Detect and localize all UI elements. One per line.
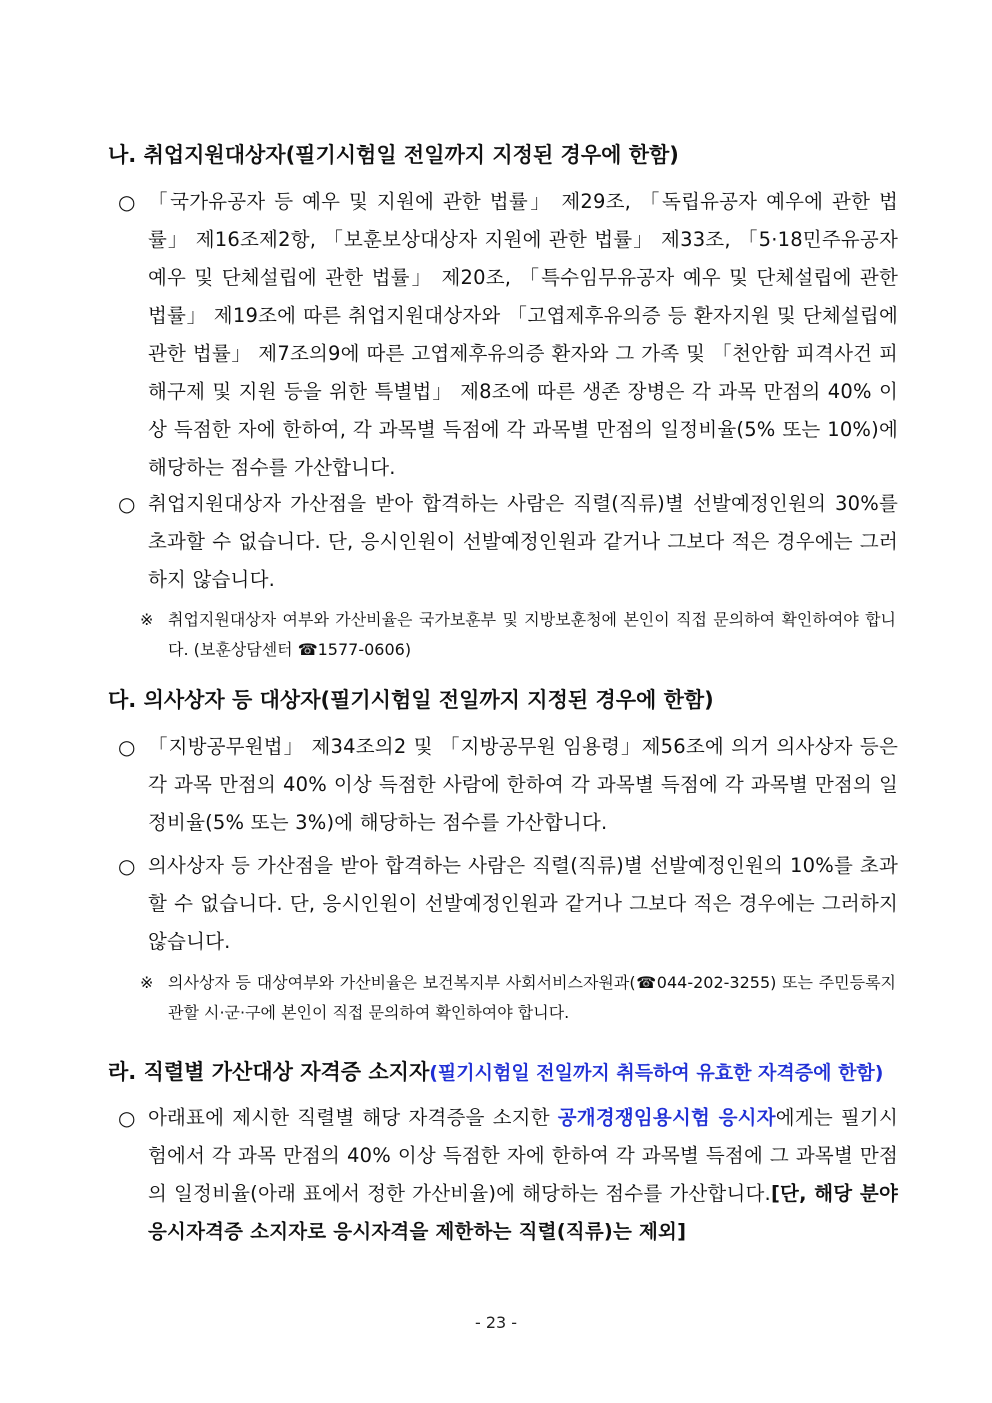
note-text: 의사상자 등 대상여부와 가산비율은 보건복지부 사회서비스자원과(☎044-202-3255) 또는 주민등록지 관할 시·군·구에 본인이 직접 문의하여 확인하여야 합니다. — [168, 973, 896, 1022]
reference-mark-icon: ※ — [140, 973, 154, 992]
circle-bullet-icon: ○ — [118, 1106, 136, 1130]
page-number: - 23 - — [474, 1313, 518, 1332]
note — [140, 968, 896, 1028]
list-item — [118, 485, 898, 599]
section-title-highlight: (필기시험일 전일까지 취득하여 유효한 자격증에 한함) — [429, 1062, 884, 1084]
list-item — [118, 728, 898, 842]
item-text: 취업지원대상자 가산점을 받아 합격하는 사람은 직렬(직류)별 선발예정인원의 30%를 초과할 수 없습니다. 단, 응시인원이 선발예정인원과 같거나 그보다 적은 경우에는 그러하지 않습니다. — [148, 492, 898, 591]
section-title-na: 나. 취업지원대상자(필기시험일 전일까지 지정된 경우에 한함) — [108, 143, 679, 167]
item-text-highlight: 공개경쟁임용시험 응시자 — [557, 1106, 776, 1129]
section-title-da: 다. 의사상자 등 대상자(필기시험일 전일까지 지정된 경우에 한함) — [108, 688, 714, 712]
item-text: 「지방공무원법」 제34조의2 및 「지방공무원 임용령」제56조에 의거 의사상자 등은 각 과목 만점의 40% 이상 득점한 사람에 한하여 각 과목별 득점에 각 과목별 만점의 일정비율(5% 또는 3%)에 해당하는 점수를 가산합니다. — [148, 735, 898, 834]
section-title-ra — [108, 1057, 883, 1088]
list-item — [118, 1099, 898, 1251]
list-item — [118, 183, 898, 487]
item-text: 「국가유공자 등 예우 및 지원에 관한 법률」 제29조, 「독립유공자 예우에 관한 법률」 제16조제2항, 「보훈보상대상자 지원에 관한 법률」 제33조, 「5·18민주유공자 예우 및 단체설립에 관한 법률」 제20조, 「특수임무유공자 예우 및 단체설립에 관한 법률」 제19조에 따른 취업지원대상자와 「고엽제후유의증 등 환자지원 및 단체설립에 관한 법률」 제7조의9에 따른 고엽제후유의증 환자와 그 가족 및 「천안함 피격사건 피해구제 및 지원 등을 위한 특별법」 제8조에 따른 생존 장병은 각 과목 만점의 40% 이상 득점한 자에 한하여, 각 과목별 득점에 각 과목별 만점의 일정비율(5% 또는 10%)에 해당하는 점수를 가산합니다. — [148, 190, 898, 479]
list-item — [118, 847, 898, 961]
item-text-middle: 에게는 필기시험에서 각 과목 만점의 40% 이상 득점한 자에 한하여 각 과목별 득점에 그 과목별 만점의 일정비율(아래 표에서 정한 가산비율)에 해당하는 점수를 가산합니다. — [148, 1106, 898, 1205]
circle-bullet-icon: ○ — [118, 735, 136, 759]
circle-bullet-icon: ○ — [118, 492, 136, 516]
circle-bullet-icon: ○ — [118, 854, 136, 878]
item-text — [148, 1099, 898, 1251]
circle-bullet-icon: ○ — [118, 190, 136, 214]
item-text: 의사상자 등 가산점을 받아 합격하는 사람은 직렬(직류)별 선발예정인원의 10%를 초과할 수 없습니다. 단, 응시인원이 선발예정인원과 같거나 그보다 적은 경우에는 그러하지 않습니다. — [148, 854, 898, 953]
section-title-main: 라. 직렬별 가산대상 자격증 소지자 — [108, 1060, 430, 1084]
note — [140, 605, 896, 665]
item-text-bold: [단, 해당 분야 응시자격증 소지자로 응시자격을 제한하는 직렬(직류)는 제외] — [148, 1182, 898, 1243]
reference-mark-icon: ※ — [140, 610, 154, 629]
item-text-before: 아래표에 제시한 직렬별 해당 자격증을 소지한 — [148, 1106, 558, 1129]
note-text: 취업지원대상자 여부와 가산비율은 국가보훈부 및 지방보훈청에 본인이 직접 문의하여 확인하여야 합니다. (보훈상담센터 ☎1577-0606) — [168, 610, 896, 659]
